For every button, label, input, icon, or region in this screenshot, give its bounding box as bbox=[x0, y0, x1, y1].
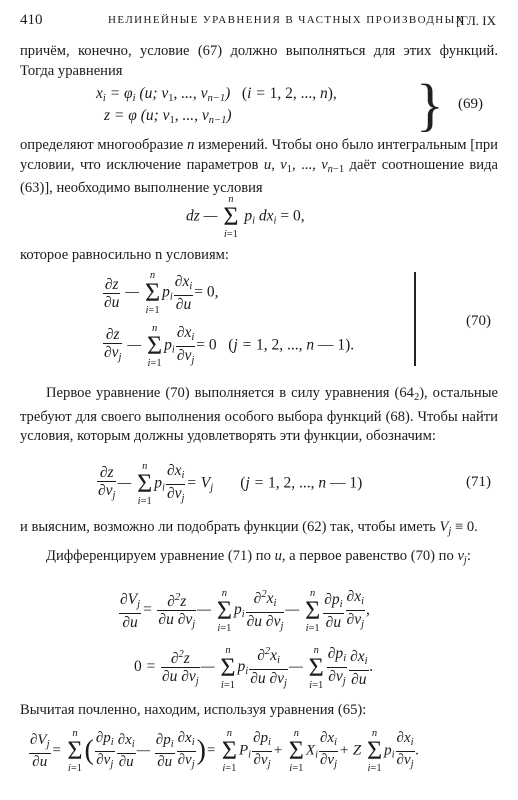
paragraph-7: Вычитая почленно, находим, используя уравнения (65): bbox=[20, 702, 367, 718]
derivative-equation-2: 0 = $\frac{\partial^2z}{\partial u \partial v_j}$ — n Σ i=1 $p_i$ $\frac{\partial^2x_i}{\partial u \partial v_j}$ — n Σ i=1 $\frac{\partial p_i}{\partial v_j}$ $\frac{\partial x_i}{\partial u}$ . bbox=[134, 644, 374, 691]
equation-70-line-2: $\frac{\partial z}{\partial v_j}$ — n Σ i=1 $p_i$ $\frac{\partial x_i}{\partial v_j}$ = 0 (j = 1, 2, ..., n — 1). bbox=[104, 323, 355, 369]
equation-number-70: (70) bbox=[466, 313, 491, 329]
final-equation: $\frac{\partial V_j}{\partial u}$ = n Σ i=1 ( $\frac{\partial p_i}{\partial v_j}$ $\frac{\partial x_i}{\partial u}$ — $\frac{\partial p_i}{\partial u}$ $\frac{\partial x_i}{\partial v_j}$ )= n Σ i=1 $P_i$ $\frac{\partial p_i}{\partial v_j}$ + n Σ i=1 $X_i$ $\frac{\partial x_i}{\partial v_j}$ + Z n Σ i=1 $p_i$ $\frac{\partial x_i}{\partial v_j}$ . bbox=[30, 728, 420, 774]
brace-70 bbox=[412, 272, 416, 366]
equation-number-69: (69) bbox=[458, 96, 483, 112]
chapter-label: [ГЛ. IX bbox=[456, 13, 496, 28]
running-title: НЕЛИНЕЙНЫЕ УРАВНЕНИЯ В ЧАСТНЫХ ПРОИЗВОДНЫХ bbox=[108, 14, 465, 26]
paragraph-2: определяют многообразие n измерений. Чтобы оно было интегральным [при условии, что исключение параметров u, $v_1$, ..., $v_{n-1}$ даёт соотношение вида (63)], необходимо выполнение условия bbox=[20, 137, 498, 196]
equation-69-line-1: $x_i = \varphi_i$ (u; $v_1$, ..., $v_{n-1}$) (i = 1, 2, ..., n), bbox=[96, 85, 337, 104]
page-number: 410 bbox=[20, 12, 43, 28]
paragraph-4: Первое уравнение (70) выполняется в силу уравнения $(64_2)$, остальные требуют для своего выполнения особого выбора функций (68). Чтобы найти условия, которым должны удовлетворять эти функции, обозначим: bbox=[20, 385, 498, 444]
equation-70-line-1: $\frac{\partial z}{\partial u}$ — n Σ i=1 $p_i$ $\frac{\partial x_i}{\partial u}$ = 0, bbox=[104, 270, 219, 316]
equation-69-line-2: z = φ (u; $v_1$, ..., $v_{n-1}$) bbox=[104, 107, 232, 126]
paragraph-5: и выясним, возможно ли подобрать функции (62) так, чтобы иметь $V_j \equiv 0$. bbox=[20, 519, 478, 537]
equation-number-71: (71) bbox=[466, 474, 491, 490]
page-header bbox=[20, 12, 496, 30]
paragraph-6: Дифференцируем уравнение (71) по u, а первое равенство (70) по $v_j$: bbox=[46, 548, 471, 566]
integrability-condition: dz — n Σ i=1 $p_i$ $dx_i = 0$, bbox=[186, 194, 305, 240]
brace-69: } bbox=[416, 72, 444, 137]
derivative-equation-1: $\frac{\partial V_j}{\partial u}$ = $\frac{\partial^2z}{\partial u \partial v_j}$ — n Σ i=1 $p_i$ $\frac{\partial^2x_i}{\partial u \partial v_j}$ — n Σ i=1 $\frac{\partial p_i}{\partial u}$ $\frac{\partial x_i}{\partial v_j}$ , bbox=[120, 587, 370, 634]
equation-71: $\frac{\partial z}{\partial v_j}$ — n Σ i=1 $p_i$ $\frac{\partial x_i}{\partial v_j}$ = $V_j$ (j = 1, 2, ..., n — 1) bbox=[98, 461, 363, 507]
paragraph-1: причём, конечно, условие (67) должно выполняться для этих функций. Тогда уравнения bbox=[20, 43, 498, 79]
paragraph-3: которое равносильно n условиям: bbox=[20, 247, 229, 263]
